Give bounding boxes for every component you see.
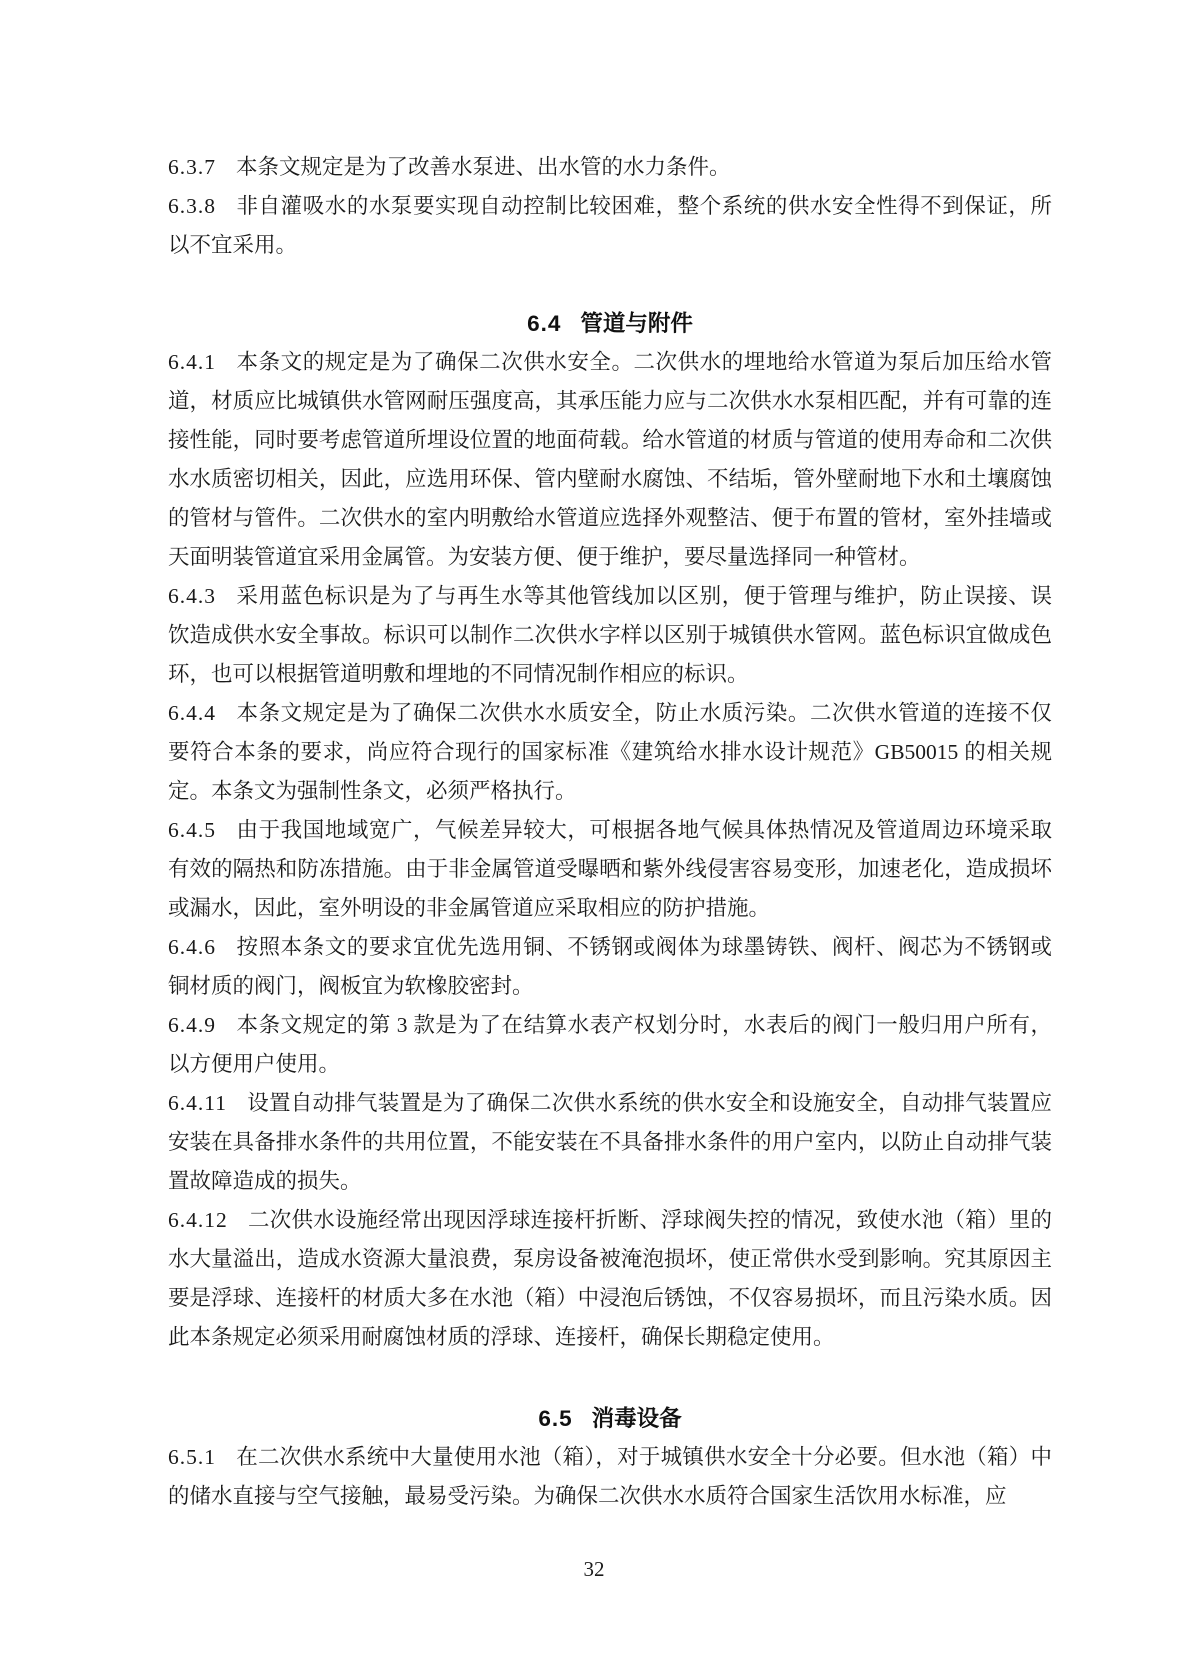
clause-text: 本条文规定的第 3 款是为了在结算水表产权划分时，水表后的阀门一般归用户所有，以方便用户使用。: [168, 1013, 1052, 1076]
document-body: [168, 148, 1052, 1516]
clause-number: 6.4.9: [168, 1013, 216, 1037]
page-footer: [0, 1550, 1188, 1589]
clause-number: 6.3.7: [168, 155, 216, 179]
section-number: 6.5: [538, 1406, 573, 1431]
clause-number: 6.4.1: [168, 350, 216, 374]
clause-number: 6.4.3: [168, 584, 216, 608]
clause-text: 本条文规定是为了确保二次供水水质安全，防止水质污染。二次供水管道的连接不仅要符合本条的要求，尚应符合现行的国家标准《建筑给水排水设计规范》GB50015 的相关规定。本条文为强制性条文，必须严格执行。: [168, 701, 1052, 803]
clause-text: 设置自动排气装置是为了确保二次供水系统的供水安全和设施安全，自动排气装置应安装在具备排水条件的共用位置，不能安装在不具备排水条件的用户室内，以防止自动排气装置故障造成的损失。: [168, 1091, 1052, 1193]
clause-6-3-8: [168, 187, 1052, 265]
clause-6-4-9: [168, 1006, 1052, 1084]
clause-number: 6.4.12: [168, 1208, 228, 1232]
clause-6-4-12: [168, 1201, 1052, 1357]
clause-text: 本条文规定是为了改善水泵进、出水管的水力条件。: [236, 155, 731, 179]
clause-number: 6.4.6: [168, 935, 216, 959]
clause-text: 按照本条文的要求宜优先选用铜、不锈钢或阀体为球墨铸铁、阀杆、阀芯为不锈钢或铜材质的阀门，阀板宜为软橡胶密封。: [168, 935, 1052, 998]
clause-text: 本条文的规定是为了确保二次供水安全。二次供水的埋地给水管道为泵后加压给水管道，材质应比城镇供水管网耐压强度高，其承压能力应与二次供水水泵相匹配，并有可靠的连接性能，同时要考虑管道所埋设位置的地面荷载。给水管道的材质与管道的使用寿命和二次供水水质密切相关，因此，应选用环保、管内壁耐水腐蚀、不结垢，管外壁耐地下水和土壤腐蚀的管材与管件。二次供水的室内明敷给水管道应选择外观整洁、便于布置的管材，室外挂墙或天面明装管道宜采用金属管。为安装方便、便于维护，要尽量选择同一种管材。: [168, 350, 1052, 569]
clause-6-4-4: [168, 694, 1052, 811]
clause-text: 非自灌吸水的水泵要实现自动控制比较困难，整个系统的供水安全性得不到保证，所以不宜采用。: [168, 194, 1052, 257]
page-number: 32: [583, 1557, 605, 1581]
section-heading-6-5: [168, 1399, 1052, 1438]
clause-text: 采用蓝色标识是为了与再生水等其他管线加以区别，便于管理与维护，防止误接、误饮造成供水安全事故。标识可以制作二次供水字样以区别于城镇供水管网。蓝色标识宜做成色环，也可以根据管道明敷和埋地的不同情况制作相应的标识。: [168, 584, 1052, 686]
clause-text: 由于我国地域宽广，气候差异较大，可根据各地气候具体热情况及管道周边环境采取有效的隔热和防冻措施。由于非金属管道受曝晒和紫外线侵害容易变形，加速老化，造成损坏或漏水，因此，室外明设的非金属管道应采取相应的防护措施。: [168, 818, 1052, 920]
section-heading-6-4: [168, 304, 1052, 343]
clause-text: 在二次供水系统中大量使用水池（箱），对于城镇供水安全十分必要。但水池（箱）中的储水直接与空气接触，最易受污染。为确保二次供水水质符合国家生活饮用水标准，应: [168, 1445, 1052, 1508]
clause-6-5-1: [168, 1438, 1052, 1516]
clause-6-3-7: [168, 148, 1052, 187]
clause-number: 6.3.8: [168, 194, 216, 218]
clause-number: 6.4.5: [168, 818, 216, 842]
clause-6-4-3: [168, 577, 1052, 694]
clause-6-4-11: [168, 1084, 1052, 1201]
section-title: 消毒设备: [591, 1406, 682, 1431]
clause-text: 二次供水设施经常出现因浮球连接杆折断、浮球阀失控的情况，致使水池（箱）里的水大量溢出，造成水资源大量浪费，泵房设备被淹泡损坏，使正常供水受到影响。究其原因主要是浮球、连接杆的材质大多在水池（箱）中浸泡后锈蚀，不仅容易损坏，而且污染水质。因此本条规定必须采用耐腐蚀材质的浮球、连接杆，确保长期稳定使用。: [168, 1208, 1052, 1349]
section-title: 管道与附件: [580, 311, 693, 336]
clause-number: 6.4.4: [168, 701, 216, 725]
clause-6-4-1: [168, 343, 1052, 577]
clause-6-4-6: [168, 928, 1052, 1006]
section-number: 6.4: [527, 311, 562, 336]
clause-number: 6.5.1: [168, 1445, 216, 1469]
clause-6-4-5: [168, 811, 1052, 928]
clause-number: 6.4.11: [168, 1091, 227, 1115]
